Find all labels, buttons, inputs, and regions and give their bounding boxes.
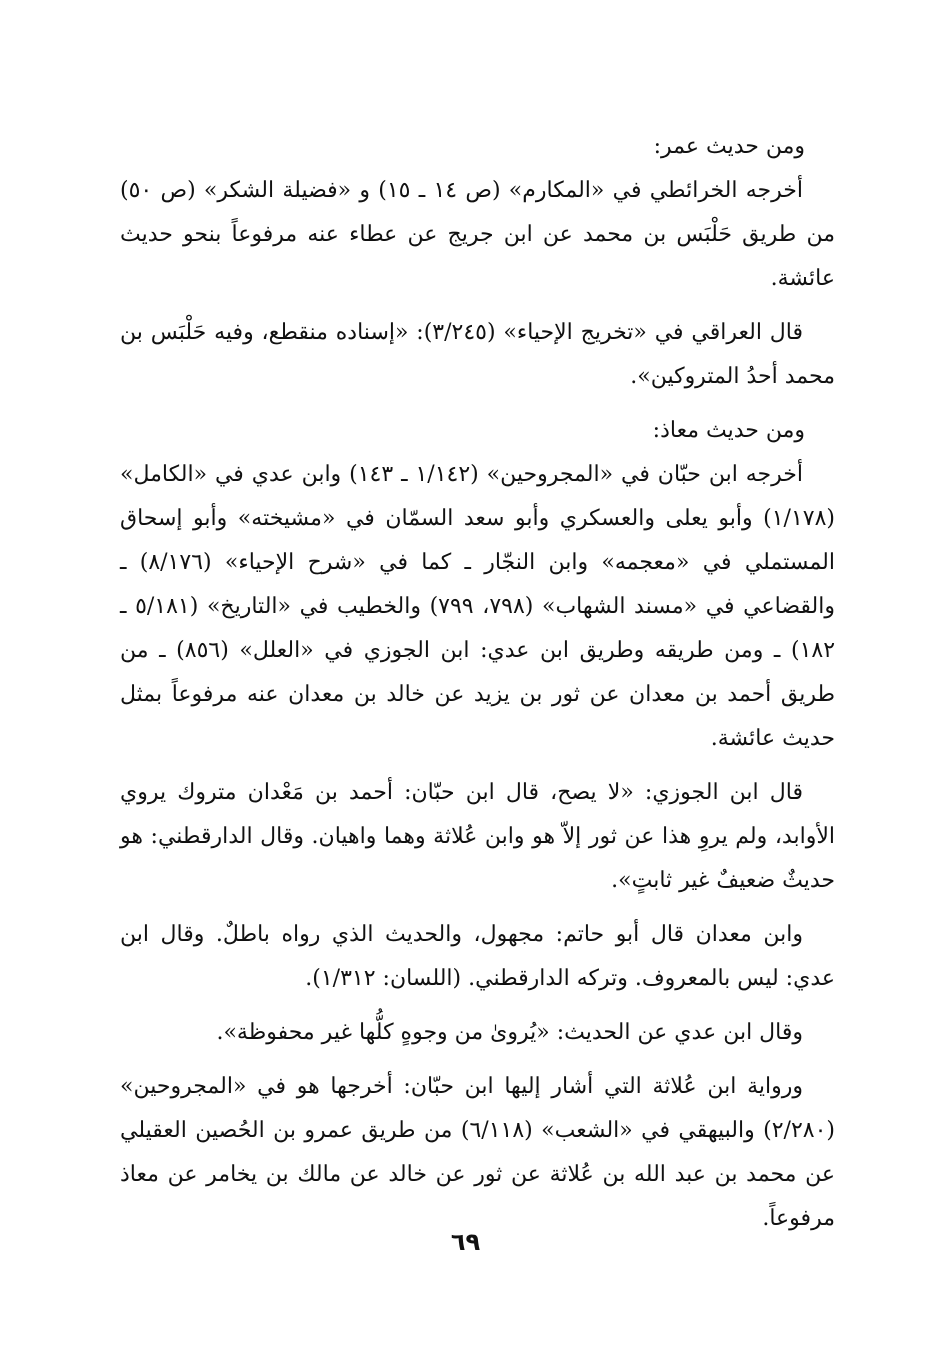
- paragraph: قال العراقي في «تخريج الإحياء» (٣/٢٤٥): «إسناده منقطع، وفيه حَلْبَس بن محمد أحدُ المتروكين».: [120, 320, 835, 389]
- paragraph: وقال ابن عدي عن الحديث: «يُروىٰ من وجوهٍ كلُّها غير محفوظة».: [216, 1020, 803, 1045]
- paragraph: وابن معدان قال أبو حاتم: مجهول، والحديث الذي رواه باطلٌ. وقال ابن عدي: ليس بالمعروف. وتركه الدارقطني. (اللسان: ١/٣١٢).: [120, 922, 835, 991]
- section-heading-omar: ومن حديث عمر:: [653, 134, 805, 159]
- paragraph: أخرجه الخرائطي في «المكارم» (ص ١٤ ـ ١٥) و «فضيلة الشكر» (ص ٥٠) من طريق حَلْبَس بن محمد عن ابن جريج عن عطاء عنه مرفوعاً بنحو حديث عائشة.: [120, 178, 835, 291]
- section-heading-muadh: ومن حديث معاذ:: [652, 418, 805, 443]
- page-number: ٦٩: [450, 1228, 481, 1256]
- paragraph: قال ابن الجوزي: «لا يصح، قال ابن حبّان: أحمد بن مَعْدان متروك يروي الأوابد، ولم يروِ هذا عن ثور إلاّ هو وابن عُلاثة وهما واهيان. وقال الدارقطني: هو حديثٌ ضعيفٌ غير ثابتٍ».: [120, 780, 835, 893]
- paragraph: أخرجه ابن حبّان في «المجروحين» (١/١٤٢ ـ ١٤٣) وابن عدي في «الكامل» (١/١٧٨) وأبو يعلى والعسكري وأبو سعد السمّان في «مشيخته» وأبو إسحاق المستملي في «معجمه» وابن النجّار ـ كما في «شرح الإحياء» (٨/١٧٦) ـ والقضاعي في «مسند الشهاب» (٧٩٨، ٧٩٩) والخطيب في «التاريخ» (٥/١٨١ ـ ١٨٢) ـ ومن طريقه وطريق ابن عدي: ابن الجوزي في «العلل» (٨٥٦) ـ من طريق أحمد بن معدان عن ثور بن يزيد عن خالد بن معدان عنه مرفوعاً بمثل حديث عائشة.: [120, 462, 836, 751]
- page-body: [120, 125, 835, 1251]
- paragraph: ورواية ابن عُلاثة التي أشار إليها ابن حبّان: أخرجها هو في «المجروحين» (٢/٢٨٠) والبيهقي في «الشعب» (٦/١١٨) من طريق عمرو بن الحُصين العقيلي عن محمد بن عبد الله بن عُلاثة عن ثور عن خالد عن مالك بن يخامر عن معاذ مرفوعاً.: [120, 1074, 835, 1231]
